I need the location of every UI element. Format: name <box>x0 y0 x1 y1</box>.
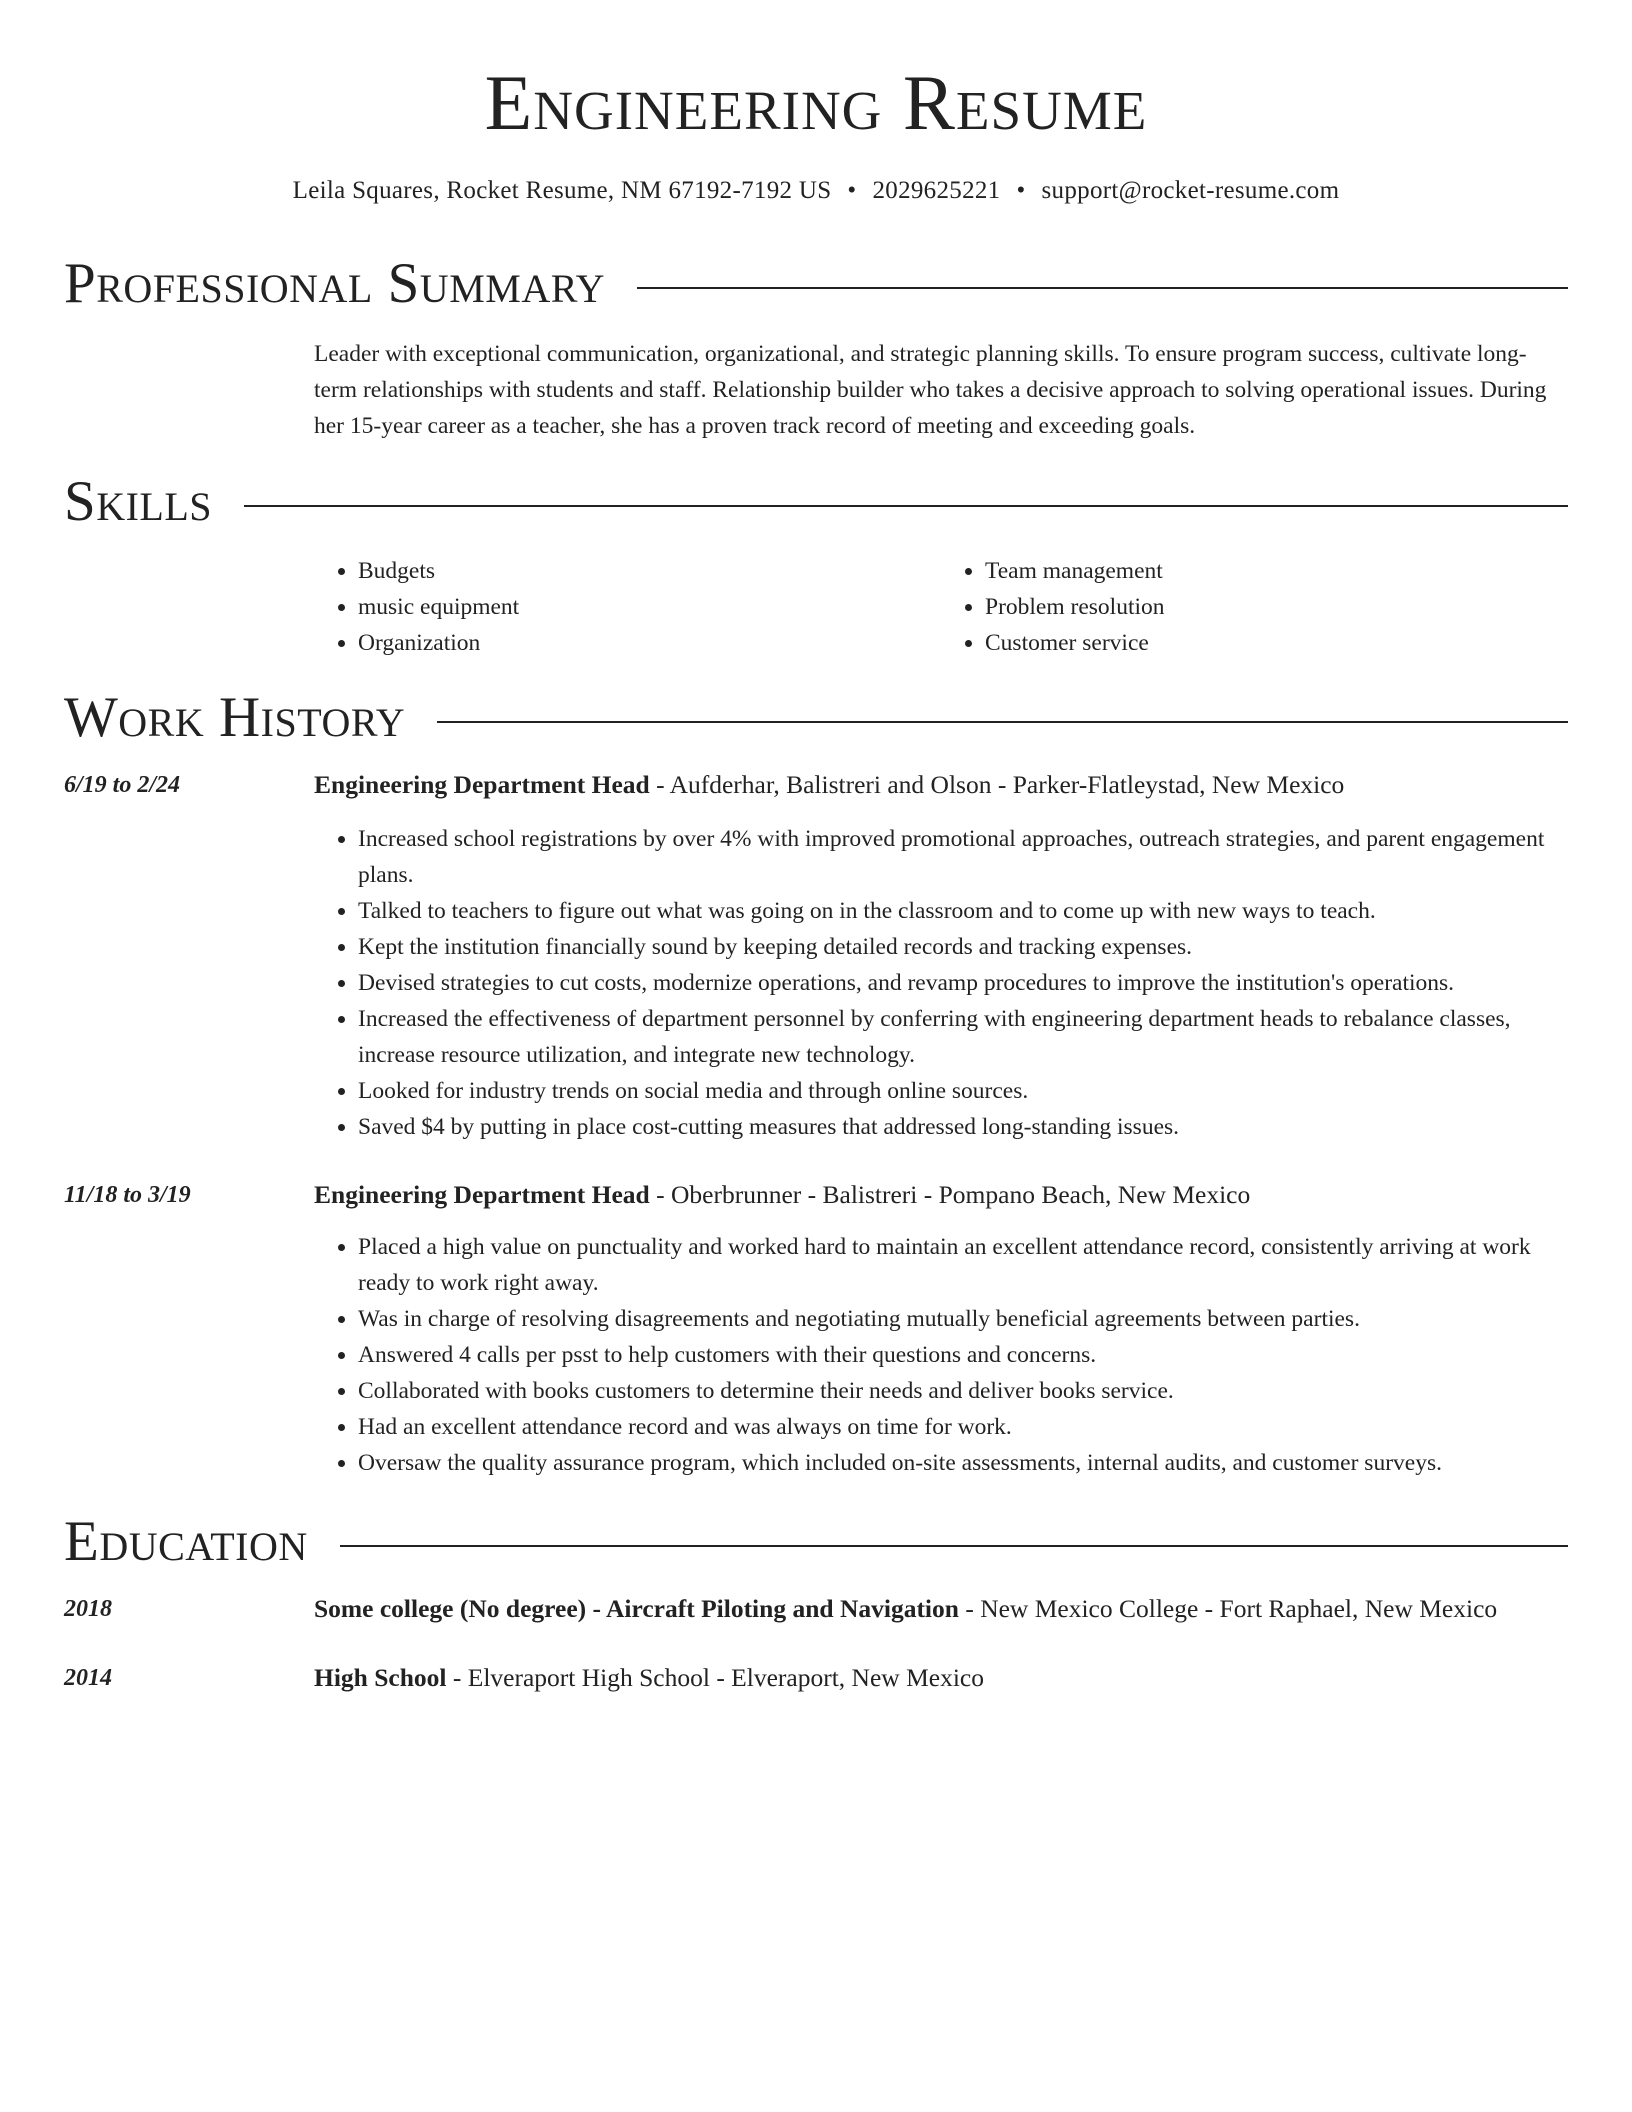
skill-item: • Organization <box>358 625 941 661</box>
contact-separator: • <box>1016 177 1026 204</box>
job-dates: 11/18 to 3/19 <box>64 1182 191 1208</box>
contact-phone: 2029625221 <box>872 177 1001 204</box>
job-bullet: • Saved $4 by putting in place cost-cutting measures that addressed long-standing issues. <box>358 1109 1568 1145</box>
section-divider <box>637 287 1568 289</box>
skills-column-right <box>941 553 1568 661</box>
resume-title: Engineering Resume <box>484 59 1148 146</box>
job-title: Engineering Department Head <box>314 770 650 799</box>
skill-item: • Budgets <box>358 553 941 589</box>
summary-heading: Professional Summary <box>64 252 606 315</box>
summary-text: Leader with exceptional communication, organizational, and strategic planning skills. To ensure program success, cultivate long-term relationships with students and staff. Relationship builder who takes a decisive approach to solving operational issues. During her 15-year career as a teacher, she has a proven track record of meeting and exceeding goals. <box>314 341 1547 439</box>
contact-separator: • <box>847 177 857 204</box>
contact-line <box>64 176 1568 206</box>
skill-item: • Customer service <box>985 625 1568 661</box>
job-dates: 6/19 to 2/24 <box>64 772 181 798</box>
job-bullet: • Looked for industry trends on social media and through online sources. <box>358 1073 1568 1109</box>
education-details: - Elveraport High School - Elveraport, New Mexico <box>446 1663 984 1692</box>
work-heading: Work History <box>64 686 406 749</box>
job-bullet: • Increased the effectiveness of department personnel by conferring with engineering department heads to rebalance classes, increase resource utilization, and integrate new technology. <box>358 1001 1568 1073</box>
job-bullet: • Devised strategies to cut costs, modernize operations, and revamp procedures to improve the institution's operations. <box>358 965 1568 1001</box>
job-details: - Aufderhar, Balistreri and Olson - Parker-Flatleystad, New Mexico <box>649 770 1345 799</box>
job-bullet: • Increased school registrations by over 4% with improved promotional approaches, outreach strategies, and parent engagement plans. <box>358 821 1568 893</box>
education-headline <box>314 1591 1568 1627</box>
job-bullet: • Placed a high value on punctuality and worked hard to maintain an excellent attendance record, consistently arriving at work ready to work right away. <box>358 1229 1568 1301</box>
section-divider <box>437 721 1568 723</box>
summary-block <box>314 336 1568 444</box>
job-bullet: • Answered 4 calls per psst to help customers with their questions and concerns. <box>358 1337 1568 1373</box>
skill-item: • Team management <box>985 553 1568 589</box>
skills-column-left <box>314 553 941 661</box>
job-title: Engineering Department Head <box>314 1180 650 1209</box>
education-heading: Education <box>64 1510 308 1573</box>
education-details: - New Mexico College - Fort Raphael, New Mexico <box>958 1594 1498 1623</box>
job-bullets <box>314 1229 1568 1481</box>
education-year: 2014 <box>64 1665 112 1691</box>
job-bullets <box>314 821 1568 1145</box>
education-degree: Some college (No degree) - Aircraft Piloting and Navigation <box>314 1594 959 1623</box>
skill-item: • music equipment <box>358 589 941 625</box>
work-section-header <box>64 686 1568 750</box>
job-headline <box>314 767 1568 803</box>
summary-section-header <box>64 252 1568 316</box>
job-bullet: • Was in charge of resolving disagreements and negotiating mutually beneficial agreements between parties. <box>358 1301 1568 1337</box>
job-headline <box>314 1177 1568 1213</box>
job-bullet: • Kept the institution financially sound by keeping detailed records and tracking expenses. <box>358 929 1568 965</box>
section-divider <box>340 1545 1568 1547</box>
job-bullet: • Had an excellent attendance record and was always on time for work. <box>358 1409 1568 1445</box>
job-bullet: • Talked to teachers to figure out what was going on in the classroom and to come up with new ways to teach. <box>358 893 1568 929</box>
job-details: - Oberbrunner - Balistreri - Pompano Beach, New Mexico <box>649 1180 1251 1209</box>
skills-heading: Skills <box>64 470 213 533</box>
education-headline <box>314 1660 1568 1696</box>
skills-list <box>314 553 1568 661</box>
education-year: 2018 <box>64 1596 112 1622</box>
job-bullet: • Collaborated with books customers to determine their needs and deliver books service. <box>358 1373 1568 1409</box>
skills-section-header <box>64 470 1568 534</box>
education-degree: High School <box>314 1663 447 1692</box>
contact-email: support@rocket-resume.com <box>1041 177 1340 204</box>
contact-address: Leila Squares, Rocket Resume, NM 67192-7192 US <box>292 177 832 204</box>
section-divider <box>244 505 1568 507</box>
job-bullet: • Oversaw the quality assurance program, which included on-site assessments, internal audits, and customer surveys. <box>358 1445 1568 1481</box>
education-section-header <box>64 1510 1568 1574</box>
skill-item: • Problem resolution <box>985 589 1568 625</box>
